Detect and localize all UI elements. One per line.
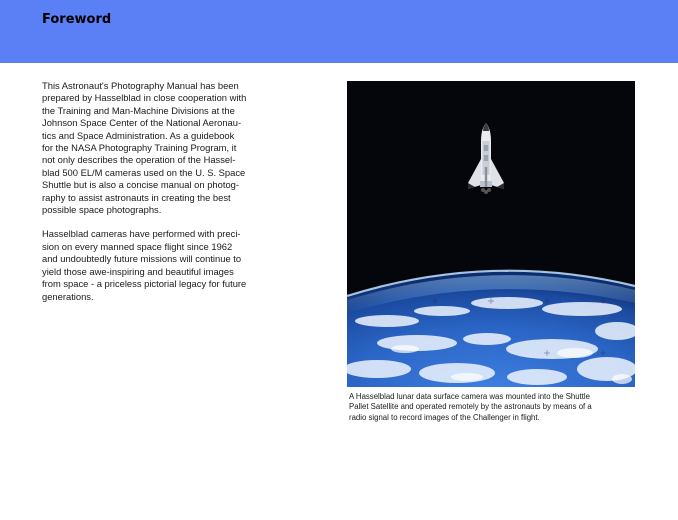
earth-surface [347,271,635,387]
figure-caption: A Hasselblad lunar data surface camera was mounted into the Shuttle Pallet Satellite and operated remotely by the astronauts by means of a radio signal to record images of the Challenger in flight. [349,392,592,422]
body-text [42,80,270,303]
shuttle-photo [347,81,635,387]
header-band [0,0,678,63]
page-title: Foreword [42,12,112,27]
paragraph: This Astronaut's Photography Manual has been prepared by Hasselblad in close cooperation with the Training and Man-Machine Divisions at the Johnson Space Center of the National Aeronau- tics and Space Administration. As a guidebook for the NASA Photography Training Program, it not only describes the operation of the Hassel- blad 500 EL/M cameras used on the U. S. Space Shuttle but is also a concise manual on photog- raphy to assist astronauts in creating the best possible space photographs. [42,80,247,216]
paragraph: Hasselblad cameras have performed with preci- sion on every manned space flight since 1962 and undoubtedly future missions will continue to yield those awe-inspiring and beautiful images from space - a priceless pictorial legacy for future generations. [42,228,247,302]
